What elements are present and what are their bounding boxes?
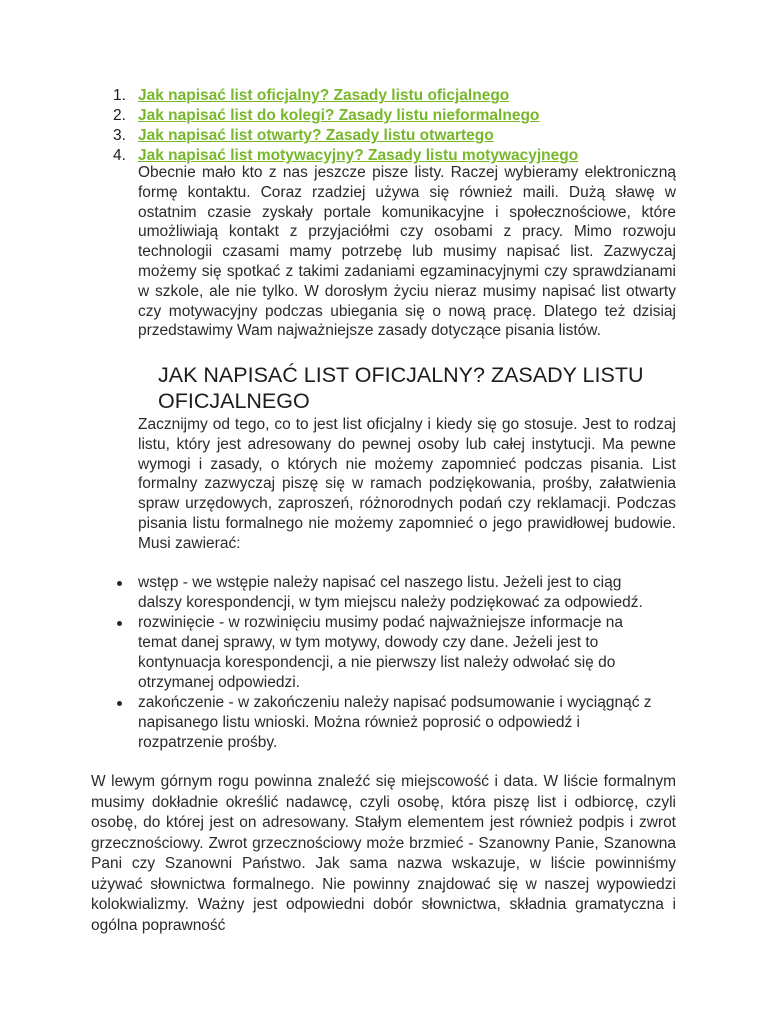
toc-item-3 [105,126,665,146]
list-item-text: zakończenie - w zakończeniu należy napisać podsumowanie i wyciągnąć z napisanego listu wnioski. Można również poprosić o odpowiedź i rozpatrzenie prośby. [138,694,652,751]
structure-list [105,573,665,753]
toc-item-1 [105,86,665,106]
toc-item-2 [105,106,665,126]
toc-number: 4. [113,147,126,164]
toc-number: 1. [113,87,126,104]
bullet-icon [117,581,122,586]
list-item [105,613,665,693]
section-heading: JAK NAPISAĆ LIST OFICJALNY? ZASADY LISTU OFICJALNEGO [158,363,644,413]
list-item [105,693,665,753]
list-item-text: rozwinięcie - w rozwinięciu musimy podać najważniejsze informacje na temat danej sprawy, w tym motywy, dowody czy dane. Jeżeli jest to kontynuacja korespondencji, a nie pierwszy list należy odwołać się do otrzymanej odpowiedzi. [138,614,623,691]
toc-link-motivation-letter[interactable]: Jak napisać list motywacyjny? Zasady listu motywacyjnego [138,147,579,164]
list-item [105,573,665,613]
intro-paragraph: Obecnie mało kto z nas jeszcze pisze listy. Raczej wybieramy elektroniczną formę kontaktu. Coraz rzadziej używa się również maili. Dużą sławę w ostatnim czasie zyskały portale komunikacyjne i społecznościowe, które umożliwiają kontakt z przyjaciółmi czy osobami z pracy. Mimo rozwoju technologii czasami mamy potrzebę lub musimy napisać list. Zazwyczaj możemy się spotkać z takimi zadaniami egzaminacyjnymi czy sprawdzianami w szkole, ale nie tylko. W dorosłym życiu nieraz musimy napisać list otwarty czy motywacyjny podczas ubiegania się o nową pracę. Dlatego też dzisiaj przedstawimy Wam najważniejsze zasady dotyczące pisania listów. [138,164,676,340]
toc-link-informal-letter[interactable]: Jak napisać list do kolegi? Zasady listu nieformalnego [138,107,540,124]
toc-link-open-letter[interactable]: Jak napisać list otwarty? Zasady listu otwartego [138,127,494,144]
section-paragraph: Zacznijmy od tego, co to jest list oficjalny i kiedy się go stosuje. Jest to rodzaj listu, który jest adresowany do pewnej osoby lub całej instytucji. Ma pewne wymogi i zasady, o których nie możemy zapomnieć podczas pisania. List formalny zazwyczaj piszę się w ramach podziękowania, prośby, załatwienia spraw urzędowych, zaproszeń, różnorodnych podań czy reklamacji. Podczas pisania listu formalnego nie możemy zapomnieć o jego prawidłowej budowie. Musi zawierać: [138,416,676,552]
toc-link-official-letter[interactable]: Jak napisać list oficjalny? Zasady listu oficjalnego [138,87,510,104]
table-of-contents [105,86,665,166]
bullet-icon [117,701,122,706]
closing-paragraph: W lewym górnym rogu powinna znaleźć się miejscowość i data. W liście formalnym musimy dokładnie określić nadawcę, czyli osobę, która piszę list i odbiorcę, czyli osobę, do której jest on adresowany. Stałym elementem jest również podpis i zwrot grzecznościowy. Zwrot grzecznościowy może brzmieć - Szanowny Panie, Szanowna Pani czy Szanowni Państwo. Jak sama nazwa wskazuje, w liście powinniśmy używać słownictwa formalnego. Nie powinny znajdować się w naszej wypowiedzi kolokwializmy. Ważny jest odpowiedni dobór słownictwa, składnia gramatyczna i ogólna poprawność [91,773,676,934]
toc-number: 2. [113,107,126,124]
bullet-icon [117,621,122,626]
toc-number: 3. [113,127,126,144]
list-item-text: wstęp - we wstępie należy napisać cel naszego listu. Jeżeli jest to ciąg dalszy korespondencji, w tym miejscu należy podziękować za odpowiedź. [138,574,643,611]
